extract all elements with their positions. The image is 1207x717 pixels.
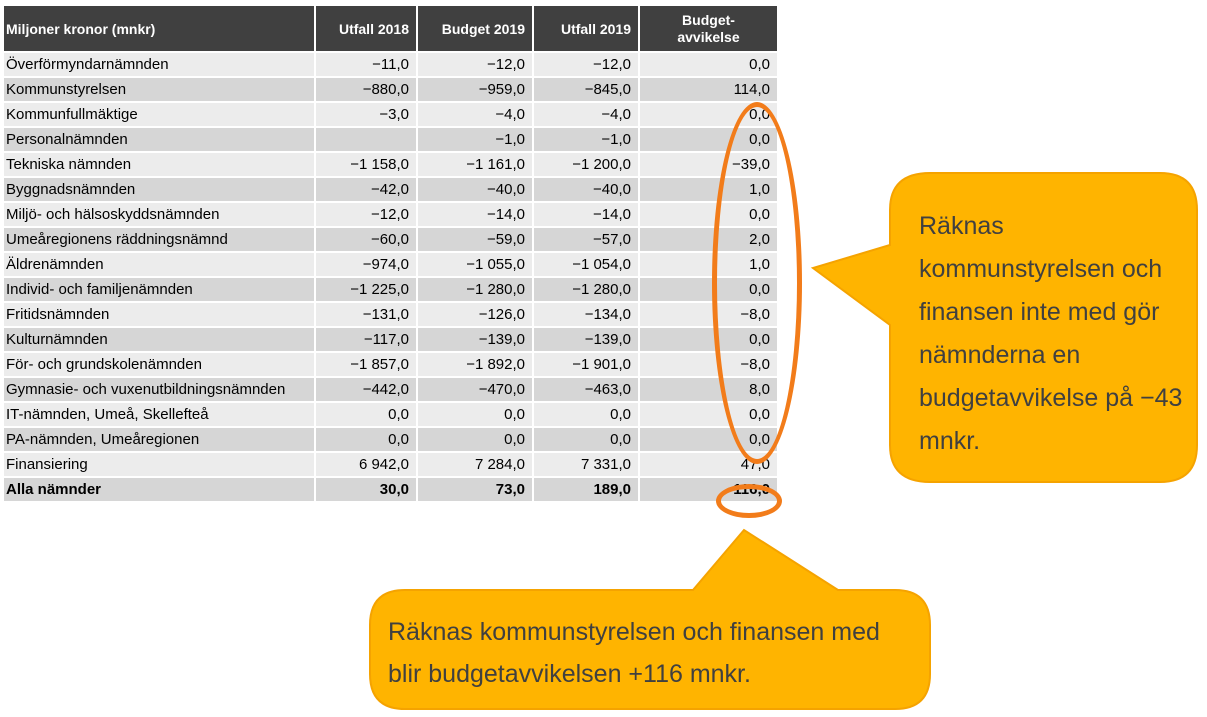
cell-utfall-2018: −1 857,0 bbox=[316, 351, 418, 376]
cell-name: Kommunfullmäktige bbox=[4, 101, 316, 126]
cell-budget-deviation: 114,0 bbox=[640, 76, 777, 101]
table-row bbox=[4, 326, 777, 351]
table-row bbox=[4, 151, 777, 176]
table-row bbox=[4, 426, 777, 451]
table-row bbox=[4, 126, 777, 151]
cell-budget-deviation: 0,0 bbox=[640, 51, 777, 76]
cell-utfall-2018: 0,0 bbox=[316, 401, 418, 426]
table-row bbox=[4, 301, 777, 326]
table-row bbox=[4, 76, 777, 101]
cell-utfall-2018: −974,0 bbox=[316, 251, 418, 276]
cell-utfall-2019: −1 054,0 bbox=[534, 251, 640, 276]
cell-budget-deviation: 8,0 bbox=[640, 376, 777, 401]
cell-utfall-2018: −60,0 bbox=[316, 226, 418, 251]
cell-utfall-2019: −845,0 bbox=[534, 76, 640, 101]
cell-utfall-2018: −42,0 bbox=[316, 176, 418, 201]
cell-budget-deviation: 116,0 bbox=[640, 476, 777, 501]
cell-utfall-2018: −131,0 bbox=[316, 301, 418, 326]
table-row bbox=[4, 201, 777, 226]
cell-budget-deviation: 0,0 bbox=[640, 126, 777, 151]
cell-name: Överförmyndarnämnden bbox=[4, 51, 316, 76]
header-budget-deviation-label: Budget- avvikelse bbox=[677, 11, 740, 45]
cell-budget-2019: −1 280,0 bbox=[418, 276, 534, 301]
cell-utfall-2019: −134,0 bbox=[534, 301, 640, 326]
cell-budget-2019: −1 055,0 bbox=[418, 251, 534, 276]
cell-name: Gymnasie- och vuxenutbildningsnämnden bbox=[4, 376, 316, 401]
cell-utfall-2019: 0,0 bbox=[534, 401, 640, 426]
cell-utfall-2018: −12,0 bbox=[316, 201, 418, 226]
cell-budget-deviation: 2,0 bbox=[640, 226, 777, 251]
cell-budget-2019: 0,0 bbox=[418, 401, 534, 426]
cell-budget-deviation: 0,0 bbox=[640, 101, 777, 126]
highlight-ellipse-deviation-column bbox=[712, 102, 802, 464]
table-row bbox=[4, 226, 777, 251]
cell-utfall-2018: −3,0 bbox=[316, 101, 418, 126]
table-row bbox=[4, 451, 777, 476]
cell-utfall-2019: −12,0 bbox=[534, 51, 640, 76]
cell-name: Individ- och familjenämnden bbox=[4, 276, 316, 301]
cell-name: Kulturnämnden bbox=[4, 326, 316, 351]
cell-budget-2019: −4,0 bbox=[418, 101, 534, 126]
cell-utfall-2019: −40,0 bbox=[534, 176, 640, 201]
cell-budget-2019: −1 161,0 bbox=[418, 151, 534, 176]
cell-name: Umeåregionens räddningsnämnd bbox=[4, 226, 316, 251]
header-unit: Miljoner kronor (mnkr) bbox=[4, 6, 316, 51]
table-row bbox=[4, 401, 777, 426]
budget-table bbox=[4, 6, 777, 501]
cell-budget-2019: −59,0 bbox=[418, 226, 534, 251]
cell-utfall-2018: −1 158,0 bbox=[316, 151, 418, 176]
cell-budget-deviation: 0,0 bbox=[640, 276, 777, 301]
cell-utfall-2018: 6 942,0 bbox=[316, 451, 418, 476]
cell-budget-2019: 73,0 bbox=[418, 476, 534, 501]
cell-budget-deviation: 0,0 bbox=[640, 326, 777, 351]
cell-budget-2019: −1,0 bbox=[418, 126, 534, 151]
cell-name: PA-nämnden, Umeåregionen bbox=[4, 426, 316, 451]
table-row bbox=[4, 251, 777, 276]
cell-budget-deviation: −39,0 bbox=[640, 151, 777, 176]
cell-budget-deviation: 1,0 bbox=[640, 251, 777, 276]
cell-budget-2019: −40,0 bbox=[418, 176, 534, 201]
cell-utfall-2018: −1 225,0 bbox=[316, 276, 418, 301]
cell-utfall-2019: −1,0 bbox=[534, 126, 640, 151]
cell-budget-2019: −126,0 bbox=[418, 301, 534, 326]
highlight-ellipse-total bbox=[716, 484, 782, 518]
cell-name: Byggnadsnämnden bbox=[4, 176, 316, 201]
cell-utfall-2018: −880,0 bbox=[316, 76, 418, 101]
cell-budget-2019: 7 284,0 bbox=[418, 451, 534, 476]
cell-budget-deviation: 1,0 bbox=[640, 176, 777, 201]
cell-utfall-2019: −463,0 bbox=[534, 376, 640, 401]
cell-budget-2019: −14,0 bbox=[418, 201, 534, 226]
cell-utfall-2019: 189,0 bbox=[534, 476, 640, 501]
cell-utfall-2019: −57,0 bbox=[534, 226, 640, 251]
cell-utfall-2018: −117,0 bbox=[316, 326, 418, 351]
cell-utfall-2019: −1 901,0 bbox=[534, 351, 640, 376]
header-utfall-2018: Utfall 2018 bbox=[316, 6, 418, 51]
cell-budget-deviation: −8,0 bbox=[640, 351, 777, 376]
cell-name: Tekniska nämnden bbox=[4, 151, 316, 176]
cell-name: Äldrenämnden bbox=[4, 251, 316, 276]
cell-utfall-2019: −4,0 bbox=[534, 101, 640, 126]
cell-name: Miljö- och hälsoskyddsnämnden bbox=[4, 201, 316, 226]
cell-budget-deviation: 0,0 bbox=[640, 401, 777, 426]
cell-name: För- och grundskolenämnden bbox=[4, 351, 316, 376]
table-row bbox=[4, 51, 777, 76]
table-row bbox=[4, 351, 777, 376]
cell-budget-2019: 0,0 bbox=[418, 426, 534, 451]
cell-budget-deviation: −8,0 bbox=[640, 301, 777, 326]
header-budget-deviation bbox=[640, 6, 777, 51]
table-row bbox=[4, 101, 777, 126]
cell-budget-deviation: 0,0 bbox=[640, 201, 777, 226]
cell-utfall-2018: −442,0 bbox=[316, 376, 418, 401]
callout-right-text: Räknas kommunstyrelsen och finansen inte med gör nämnderna en budgetavvikelse på −43 mnkr. bbox=[919, 212, 1183, 455]
cell-utfall-2018 bbox=[316, 126, 418, 151]
cell-utfall-2019: −14,0 bbox=[534, 201, 640, 226]
table-body bbox=[4, 51, 777, 501]
cell-name: IT-nämnden, Umeå, Skellefteå bbox=[4, 401, 316, 426]
cell-name: Finansiering bbox=[4, 451, 316, 476]
cell-budget-2019: −1 892,0 bbox=[418, 351, 534, 376]
cell-utfall-2019: 7 331,0 bbox=[534, 451, 640, 476]
cell-utfall-2019: 0,0 bbox=[534, 426, 640, 451]
cell-budget-2019: −470,0 bbox=[418, 376, 534, 401]
cell-utfall-2018: 30,0 bbox=[316, 476, 418, 501]
cell-name: Fritidsnämnden bbox=[4, 301, 316, 326]
table-header-row bbox=[4, 6, 777, 51]
callout-bottom-text: Räknas kommunstyrelsen och finansen med blir budgetavvikelsen +116 mnkr. bbox=[388, 618, 880, 688]
cell-utfall-2019: −139,0 bbox=[534, 326, 640, 351]
cell-budget-deviation: 47,0 bbox=[640, 451, 777, 476]
header-budget-2019: Budget 2019 bbox=[418, 6, 534, 51]
cell-name: Alla nämnder bbox=[4, 476, 316, 501]
cell-utfall-2019: −1 280,0 bbox=[534, 276, 640, 301]
cell-budget-2019: −959,0 bbox=[418, 76, 534, 101]
cell-name: Kommunstyrelsen bbox=[4, 76, 316, 101]
cell-utfall-2019: −1 200,0 bbox=[534, 151, 640, 176]
cell-utfall-2018: −11,0 bbox=[316, 51, 418, 76]
cell-budget-2019: −12,0 bbox=[418, 51, 534, 76]
table-row bbox=[4, 176, 777, 201]
table-row bbox=[4, 276, 777, 301]
cell-utfall-2018: 0,0 bbox=[316, 426, 418, 451]
cell-budget-deviation: 0,0 bbox=[640, 426, 777, 451]
table-total-row bbox=[4, 476, 777, 501]
cell-name: Personalnämnden bbox=[4, 126, 316, 151]
table-row bbox=[4, 376, 777, 401]
header-utfall-2019: Utfall 2019 bbox=[534, 6, 640, 51]
cell-budget-2019: −139,0 bbox=[418, 326, 534, 351]
